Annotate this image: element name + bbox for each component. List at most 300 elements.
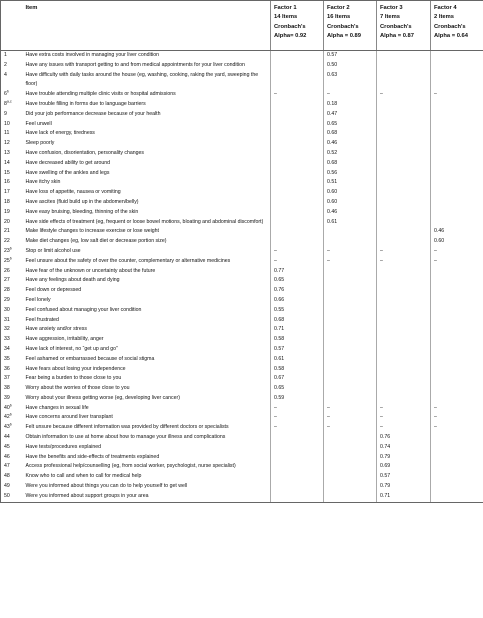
item-number: 20 — [4, 218, 10, 225]
factor-2-loading: 0.61 — [324, 218, 377, 228]
table-row — [1, 169, 483, 179]
factor-3-loading — [377, 139, 431, 149]
factor-3-loading — [377, 276, 431, 286]
item-number-cell — [1, 286, 23, 296]
item-text: Have lack of energy, tiredness — [25, 130, 95, 137]
factor-2-loading — [324, 443, 377, 453]
factor-3-loading — [377, 159, 431, 169]
table-header — [1, 1, 483, 51]
item-number: 37 — [4, 375, 10, 382]
factor-item-count: 2 Items — [434, 14, 454, 21]
item-text: Have fears about losing your independence — [25, 365, 126, 372]
item-number-cell — [1, 296, 23, 306]
factor-3-loading: – — [377, 247, 431, 257]
factor-1-loading — [271, 110, 324, 120]
factor-4-loading — [431, 188, 483, 198]
factor-alpha-value: Alpha= 0.92 — [274, 33, 307, 40]
factor-2-loading: 0.47 — [324, 110, 377, 120]
item-number: 43 — [4, 424, 10, 431]
table-row — [1, 149, 483, 159]
factor-1-loading: 0.61 — [271, 355, 324, 365]
table-row — [1, 365, 483, 375]
factor-4-loading — [431, 169, 483, 179]
item-number-cell — [1, 345, 23, 355]
factor-3-loading: 0.74 — [377, 443, 431, 453]
item-text: Have changes in sexual life — [25, 404, 89, 411]
factor-1-loading — [271, 149, 324, 159]
table-row — [1, 276, 483, 286]
table-row — [1, 384, 483, 394]
item-number: 22 — [4, 238, 10, 245]
factor-3-loading: 0.57 — [377, 472, 431, 482]
table-row — [1, 159, 483, 169]
item-text: Have decreased ability to get around — [25, 159, 110, 166]
factor-4-loading — [431, 482, 483, 492]
factor-3-loading — [377, 218, 431, 228]
factor-3-loading — [377, 296, 431, 306]
item-number: 40 — [4, 404, 10, 411]
table-row — [1, 374, 483, 384]
factor-name: Factor 4 — [434, 5, 457, 11]
table-row — [1, 296, 483, 306]
item-text: Worry about your illness getting worse (eg, developing liver cancer) — [25, 394, 180, 401]
item-number-cell — [1, 208, 23, 218]
item-text: Stop or limit alcohol use — [25, 247, 81, 254]
footnote-marker: b — [9, 413, 12, 417]
item-number: 8 — [4, 100, 7, 107]
factor-1-loading: – — [271, 423, 324, 433]
factor-alpha-value: Alpha = 0.64 — [434, 33, 468, 40]
item-text: Obtain information to use at home about how to manage your illness and complications — [25, 434, 226, 441]
factor-2-loading: 0.52 — [324, 149, 377, 159]
factor-1-loading: – — [271, 413, 324, 423]
factor-4-loading: – — [431, 413, 483, 423]
item-number-cell — [1, 188, 23, 198]
table-row — [1, 355, 483, 365]
factor-3-loading: – — [377, 423, 431, 433]
factor-4-loading: – — [431, 404, 483, 414]
factor-1-loading — [271, 237, 324, 247]
item-number-cell — [1, 51, 23, 61]
table-row — [1, 218, 483, 228]
factor-4-loading — [431, 472, 483, 482]
factor-2-loading: – — [324, 90, 377, 100]
factor-1-loading: 0.65 — [271, 384, 324, 394]
item-text: Have lack of interest, no “get up and go” — [25, 345, 118, 352]
item-text: Have fear of the unknown or uncertainty about the future — [25, 267, 156, 274]
factor-1-loading — [271, 492, 324, 502]
factor-2-loading — [324, 355, 377, 365]
item-number: 39 — [4, 394, 10, 401]
item-number-cell — [1, 472, 23, 482]
item-text: Feel down or depressed — [25, 287, 82, 294]
factor-2-loading — [324, 296, 377, 306]
item-text: Feel ashamed or embarrassed because of social stigma — [25, 355, 155, 362]
factor-4-loading — [431, 462, 483, 472]
factor-1-loading — [271, 462, 324, 472]
factor-1-loading — [271, 227, 324, 237]
factor-3-loading — [377, 120, 431, 130]
factor-4-loading — [431, 51, 483, 61]
item-text: Have the benefits and side-effects of treatments explained — [25, 453, 160, 460]
item-text: Were you informed about support groups in your area — [23, 492, 271, 502]
header-factor-1 — [271, 1, 324, 51]
factor-4-loading — [431, 453, 483, 463]
table-row — [1, 423, 483, 433]
factor-4-loading — [431, 61, 483, 71]
factor-3-loading — [377, 71, 431, 91]
item-text: Have trouble filling in forms due to language barriers — [25, 100, 146, 107]
item-number-cell — [1, 227, 23, 237]
item-number-cell — [1, 129, 23, 139]
item-text: Have ascites (fluid build up in the abdomen/belly) — [25, 198, 139, 205]
factor-2-loading: 0.57 — [324, 51, 377, 61]
factor-3-loading — [377, 384, 431, 394]
factor-1-loading — [271, 198, 324, 208]
item-number-cell — [1, 110, 23, 120]
factor-2-loading — [324, 384, 377, 394]
item-number-cell — [1, 384, 23, 394]
factor-1-loading — [271, 482, 324, 492]
item-text: Feel confused about managing your liver condition — [25, 306, 142, 313]
factor-1-loading — [271, 443, 324, 453]
item-text: Have difficulty with daily tasks around the house (eg, washing, cooking, raking the yard, sweeping the floor) — [25, 71, 259, 88]
table-row — [1, 325, 483, 335]
factor-2-loading: 0.68 — [324, 159, 377, 169]
item-text: Have trouble attending multiple clinic visits or hospital admissions — [25, 91, 176, 98]
factor-3-loading — [377, 394, 431, 404]
item-number: 19 — [4, 208, 10, 215]
factor-3-loading — [377, 129, 431, 139]
item-number: 28 — [4, 287, 10, 294]
item-number: 4 — [4, 71, 7, 78]
factor-1-loading — [271, 51, 324, 61]
factor-item-count: 16 Items — [327, 14, 351, 21]
item-number-cell — [1, 482, 23, 492]
factor-1-loading — [271, 188, 324, 198]
item-number: 33 — [4, 336, 10, 343]
factor-4-loading — [431, 384, 483, 394]
factor-alpha-label: Cronbach's — [274, 23, 306, 30]
factor-1-loading — [271, 129, 324, 139]
factor-3-loading — [377, 306, 431, 316]
footnote-marker: b — [9, 256, 12, 260]
factor-4-loading — [431, 316, 483, 326]
factor-2-loading — [324, 316, 377, 326]
factor-3-loading — [377, 365, 431, 375]
header-number-cell — [1, 1, 23, 51]
factor-2-loading: 0.46 — [324, 139, 377, 149]
factor-1-loading: – — [271, 257, 324, 267]
item-number-cell — [1, 120, 23, 130]
item-text: Have side effects of treatment (eg, frequent or loose bowel motions, bloating and abdominal discomfort) — [25, 218, 264, 225]
item-text: Feel unsure about the safety of over the counter, complementary or alternative medicines — [25, 257, 231, 264]
factor-3-loading — [377, 198, 431, 208]
factor-4-loading: – — [431, 90, 483, 100]
table-row — [1, 492, 483, 502]
item-text: Have easy bruising, bleeding, thinning of the skin — [25, 208, 139, 215]
item-number: 30 — [4, 306, 10, 313]
footnote-marker: a,c — [6, 99, 12, 104]
factor-2-loading: – — [324, 413, 377, 423]
factor-1-loading: – — [271, 90, 324, 100]
factor-4-loading: 0.60 — [431, 237, 483, 247]
factor-4-loading — [431, 492, 483, 502]
item-number-cell — [1, 71, 23, 94]
factor-3-loading: 0.76 — [377, 433, 431, 443]
item-number: 9 — [4, 110, 7, 117]
item-number: 44 — [4, 434, 10, 441]
header-item: Item — [23, 1, 271, 51]
factor-1-loading: 0.58 — [271, 335, 324, 345]
factor-4-loading — [431, 71, 483, 91]
item-number-cell — [1, 403, 23, 417]
table-row — [1, 345, 483, 355]
factor-1-loading: 0.77 — [271, 267, 324, 277]
table-row — [1, 286, 483, 296]
factor-4-loading — [431, 433, 483, 443]
factor-alpha-value: Alpha = 0.87 — [380, 33, 414, 40]
table-row — [1, 129, 483, 139]
item-number: 27 — [4, 277, 10, 284]
factor-4-loading — [431, 139, 483, 149]
factor-alpha-label: Cronbach's — [380, 23, 412, 30]
footnote-marker: b — [9, 246, 12, 251]
item-number-cell — [1, 325, 23, 335]
item-number: 32 — [4, 326, 10, 333]
factor-4-loading — [431, 129, 483, 139]
item-number-cell — [1, 433, 23, 443]
table-row — [1, 188, 483, 198]
factor-1-loading: 0.66 — [271, 296, 324, 306]
item-number: 46 — [4, 453, 10, 460]
item-number: 14 — [4, 159, 10, 166]
table-row — [1, 227, 483, 237]
factor-4-loading — [431, 335, 483, 345]
factor-1-loading — [271, 61, 324, 71]
factor-3-loading — [377, 345, 431, 355]
factor-alpha-label: Cronbach's — [434, 23, 466, 30]
item-number-cell — [1, 276, 23, 286]
item-text: Have any feelings about death and dying — [25, 277, 120, 284]
factor-2-loading — [324, 237, 377, 247]
item-number: 38 — [4, 385, 10, 392]
factor-1-loading: 0.58 — [271, 365, 324, 375]
factor-2-loading: 0.65 — [324, 120, 377, 130]
footnote-marker: b — [9, 423, 12, 427]
factor-2-loading: 0.60 — [324, 198, 377, 208]
table-row — [1, 453, 483, 463]
item-text: Have confusion, disorientation, personality changes — [25, 149, 145, 156]
table-row — [1, 316, 483, 326]
factor-3-loading: – — [377, 404, 431, 414]
factor-2-loading: 0.63 — [324, 71, 377, 91]
factor-4-loading — [431, 267, 483, 277]
table-row — [1, 404, 483, 414]
item-number: 36 — [4, 365, 10, 372]
item-number-cell — [1, 247, 23, 257]
item-number-cell — [1, 169, 23, 179]
item-number-cell — [1, 237, 23, 247]
factor-1-loading — [271, 178, 324, 188]
table-row — [1, 100, 483, 110]
factor-2-loading — [324, 276, 377, 286]
item-text: Know who to call and when to call for medical help — [25, 473, 142, 480]
table-row — [1, 237, 483, 247]
factor-2-loading — [324, 227, 377, 237]
header-factor-3 — [377, 1, 431, 51]
table-row — [1, 110, 483, 120]
factor-3-loading — [377, 100, 431, 110]
factor-alpha-label: Cronbach's — [327, 23, 359, 30]
item-text: Worry about the worries of those close to you — [25, 385, 130, 392]
item-number-cell — [1, 257, 23, 267]
item-number-cell — [1, 365, 23, 375]
item-number: 1 — [4, 52, 7, 58]
item-number: 50 — [4, 492, 10, 499]
table-row — [1, 61, 483, 71]
footnote-marker: b — [9, 403, 12, 407]
item-number: 11 — [4, 130, 10, 137]
factor-2-loading: – — [324, 423, 377, 433]
item-number-cell — [1, 267, 23, 277]
table-row — [1, 335, 483, 345]
factor-4-loading — [431, 296, 483, 306]
factor-name: Factor 1 — [274, 5, 297, 11]
item-number-cell — [1, 90, 23, 100]
factor-2-loading — [324, 365, 377, 375]
factor-3-loading — [377, 110, 431, 120]
factor-3-loading — [377, 316, 431, 326]
factor-item-count: 14 Items — [274, 14, 298, 21]
table-row — [1, 90, 483, 100]
item-number-cell — [1, 394, 23, 404]
factor-1-loading: – — [271, 404, 324, 414]
header-factor-2 — [324, 1, 377, 51]
item-text: Have any issues with transport getting to and from medical appointments for your liver condition — [25, 61, 245, 68]
factor-2-loading: 0.60 — [324, 188, 377, 198]
item-number-cell — [1, 218, 23, 228]
item-number: 26 — [4, 267, 10, 274]
factor-4-loading — [431, 159, 483, 169]
factor-2-loading — [324, 394, 377, 404]
factor-2-loading: 0.46 — [324, 208, 377, 218]
factor-4-loading — [431, 198, 483, 208]
factor-1-loading: 0.76 — [271, 286, 324, 296]
item-number: 34 — [4, 345, 10, 352]
table-row — [1, 198, 483, 208]
item-number: 17 — [4, 189, 10, 196]
item-number: 18 — [4, 198, 10, 205]
factor-3-loading — [377, 61, 431, 71]
item-text: Have itchy skin — [25, 179, 61, 186]
factor-4-loading — [431, 208, 483, 218]
factor-2-loading — [324, 462, 377, 472]
item-text: Were you informed about things you can do to help yourself to get well — [25, 483, 188, 490]
item-text: Have extra costs involved in managing your liver condition — [25, 52, 160, 58]
item-number: 45 — [4, 443, 10, 450]
factor-2-loading — [324, 286, 377, 296]
item-number: 16 — [4, 179, 10, 186]
table-row — [1, 120, 483, 130]
factor-3-loading — [377, 208, 431, 218]
factor-3-loading — [377, 355, 431, 365]
factor-2-loading — [324, 345, 377, 355]
factor-2-loading: 0.56 — [324, 169, 377, 179]
table-row — [1, 267, 483, 277]
item-number: 29 — [4, 296, 10, 303]
factor-2-loading — [324, 335, 377, 345]
factor-4-loading — [431, 394, 483, 404]
factor-alpha-value: Alpha = 0.89 — [327, 33, 361, 40]
factor-3-loading — [377, 335, 431, 345]
factor-2-loading — [324, 433, 377, 443]
item-number: 21 — [4, 228, 10, 235]
table-row — [1, 247, 483, 257]
factor-name: Factor 3 — [380, 5, 403, 11]
factor-4-loading — [431, 306, 483, 316]
factor-1-loading — [271, 169, 324, 179]
table-row — [1, 482, 483, 492]
item-number: 10 — [4, 120, 10, 127]
item-number-cell — [1, 198, 23, 208]
item-number-cell — [1, 443, 23, 453]
factor-1-loading — [271, 100, 324, 110]
factor-1-loading — [271, 472, 324, 482]
factor-1-loading — [271, 159, 324, 169]
table-row — [1, 139, 483, 149]
header-factor-4 — [431, 1, 483, 51]
factor-4-loading — [431, 365, 483, 375]
item-number: 47 — [4, 463, 10, 470]
table-row — [1, 433, 483, 443]
item-text: Make diet changes (eg, low salt diet or decrease portion size) — [25, 238, 167, 245]
item-text: Fear being a burden to those close to you — [25, 375, 122, 382]
factor-1-loading: 0.67 — [271, 374, 324, 384]
item-number-cell — [1, 374, 23, 384]
item-text: Make lifestyle changes to increase exercise or lose weight — [25, 228, 159, 235]
table-row — [1, 394, 483, 404]
factor-3-loading — [377, 374, 431, 384]
factor-4-loading — [431, 286, 483, 296]
factor-2-loading — [324, 374, 377, 384]
item-text: Feel lonely — [25, 296, 51, 303]
table-row — [1, 178, 483, 188]
factor-2-loading: 0.18 — [324, 100, 377, 110]
factor-1-loading — [271, 71, 324, 91]
factor-1-loading — [271, 433, 324, 443]
factor-2-loading: 0.50 — [324, 61, 377, 71]
factor-1-loading: 0.68 — [271, 316, 324, 326]
item-text: Feel unwell — [25, 120, 52, 127]
item-number-cell — [1, 139, 23, 149]
item-number: 25 — [4, 257, 10, 264]
item-number-cell — [1, 462, 23, 472]
factor-2-loading — [324, 306, 377, 316]
factor-4-loading: 0.46 — [431, 227, 483, 237]
item-text: Felt unsure because different information was provided by different doctors or specialists — [25, 424, 229, 431]
factor-4-loading: – — [431, 247, 483, 257]
factor-1-loading — [271, 208, 324, 218]
factor-4-loading: – — [431, 423, 483, 433]
factor-2-loading: 0.68 — [324, 129, 377, 139]
factor-4-loading — [431, 325, 483, 335]
factor-4-loading — [431, 443, 483, 453]
factor-1-loading: 0.65 — [271, 276, 324, 286]
item-number: 48 — [4, 473, 10, 480]
factor-3-loading: 0.71 — [377, 492, 431, 502]
factor-1-loading — [271, 218, 324, 228]
